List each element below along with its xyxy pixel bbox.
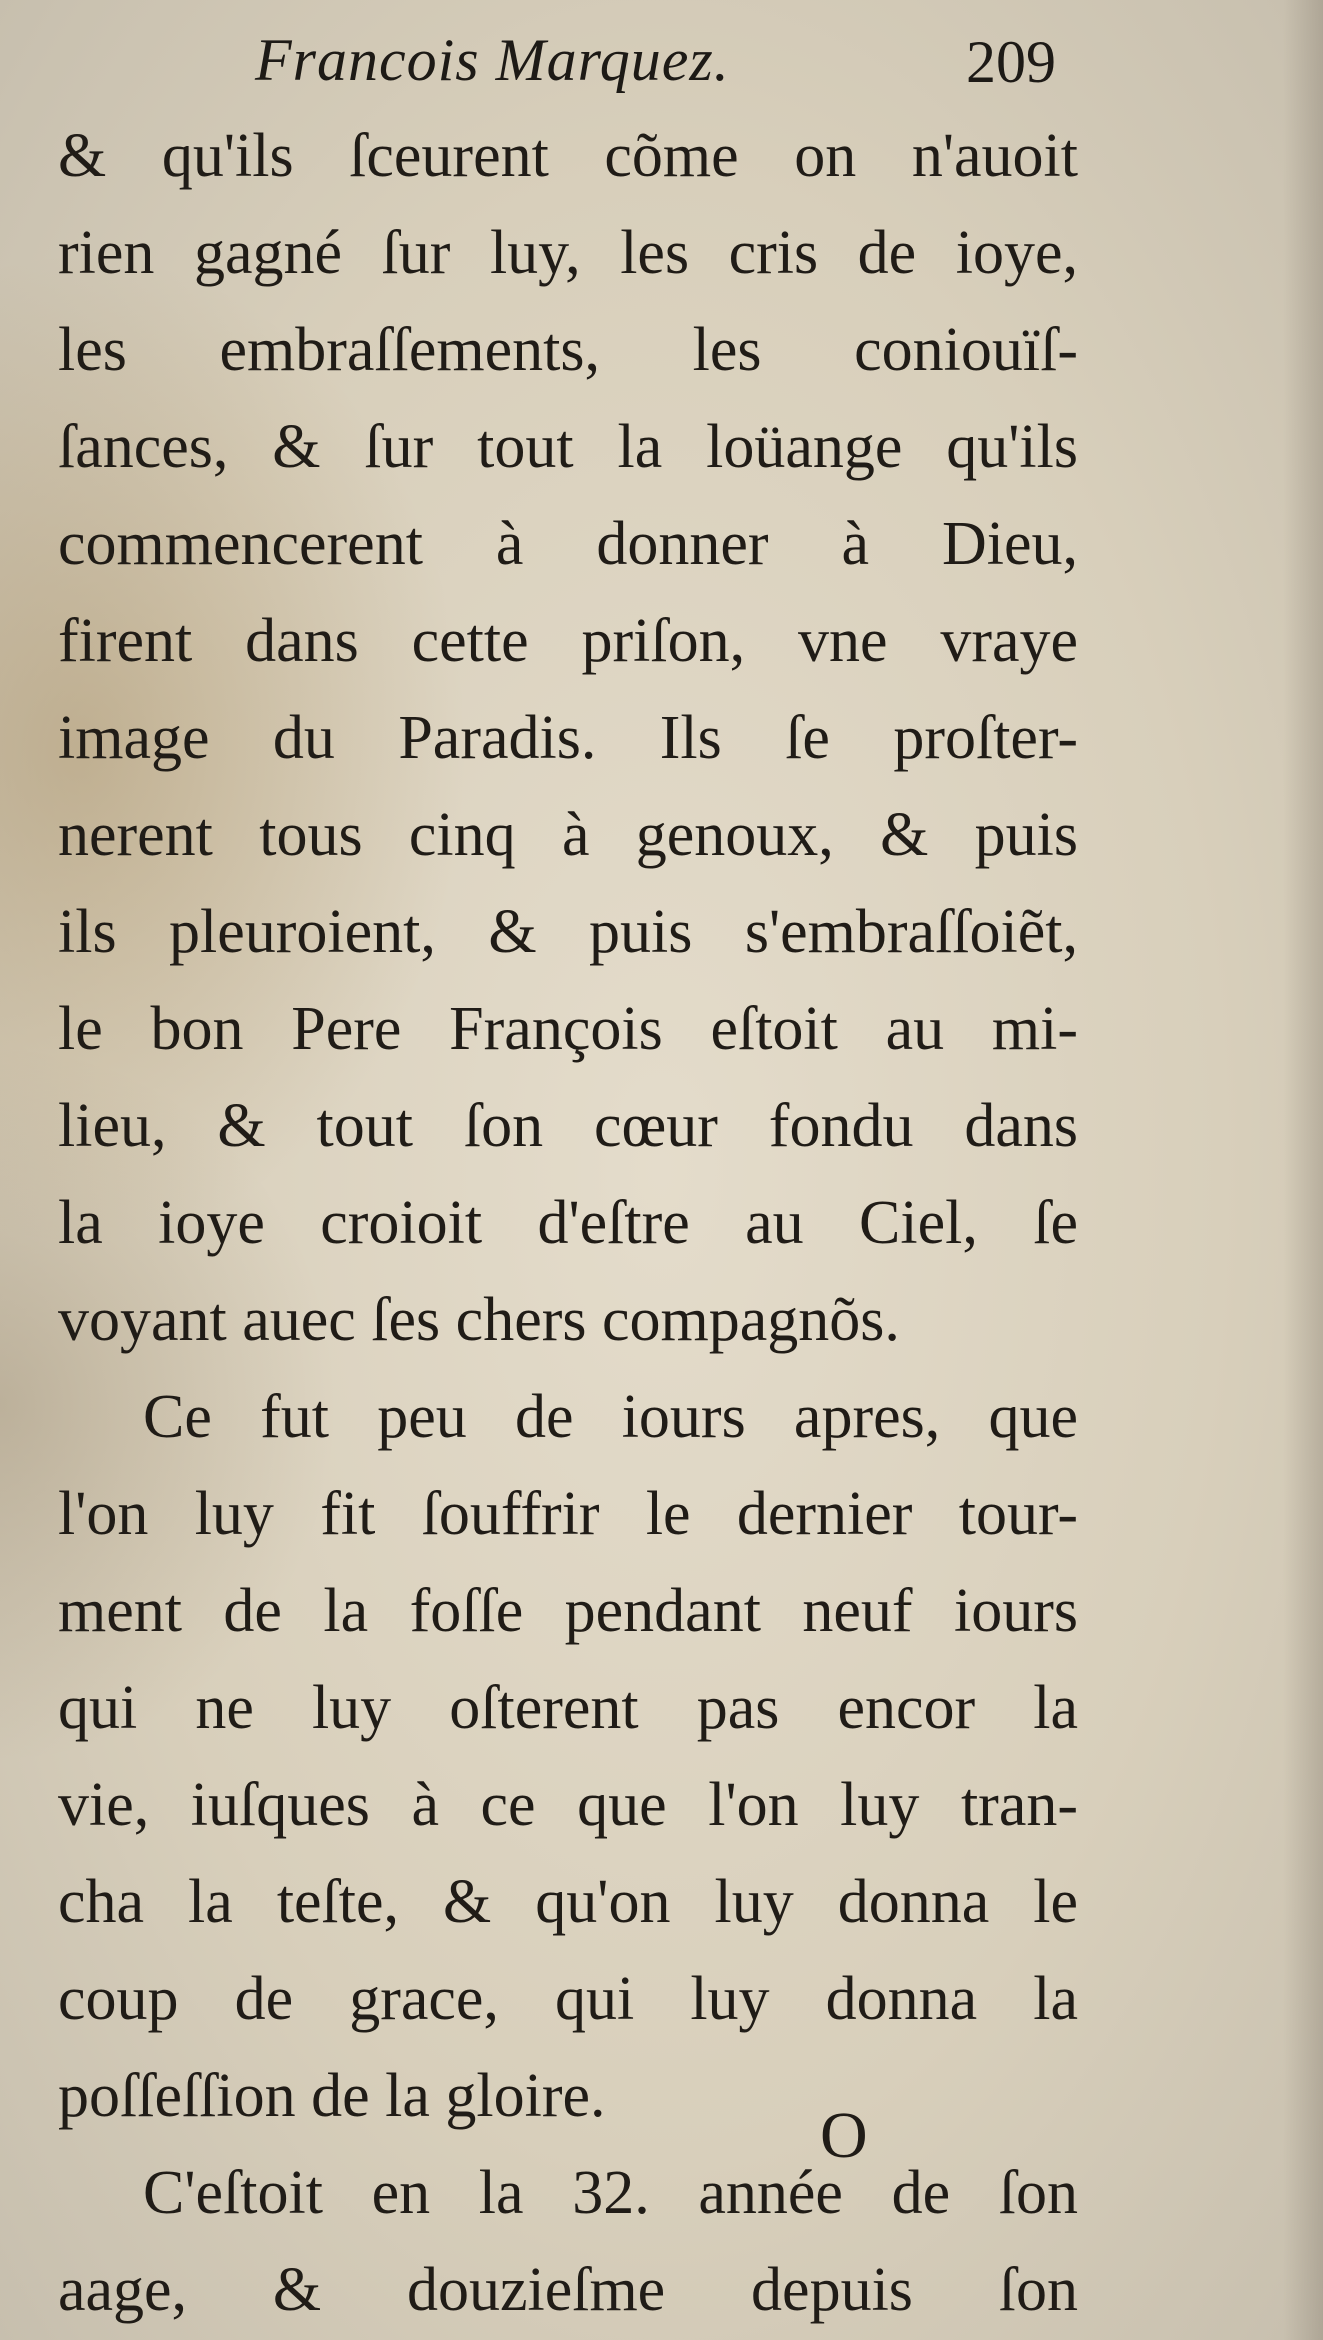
- text-line: nerent tous cinq à genoux, & puis: [58, 801, 1078, 869]
- text-line: cha la teſte, & qu'on luy donna le: [58, 1868, 1078, 1936]
- text-line: rien gagné ſur luy, les cris de ioye,: [58, 219, 1078, 287]
- text-line: l'on luy fit ſouffrir le dernier tour-: [58, 1480, 1078, 1548]
- signature-mark: O: [820, 2099, 868, 2172]
- text-line: ils pleuroient, & puis s'embraſſoiẽt,: [58, 898, 1078, 966]
- text-line: lieu, & tout ſon cœur fondu dans: [58, 1092, 1078, 1160]
- text-line: qui ne luy oſterent pas encor la: [58, 1674, 1078, 1742]
- text-line: aage, & douzieſme depuis ſon: [58, 2256, 1078, 2324]
- text-line: voyant auec ſes chers compagnõs.: [58, 1286, 900, 1354]
- text-line: commencerent à donner à Dieu,: [58, 510, 1078, 578]
- text-line: les embraſſements, les coniouïſ-: [58, 316, 1078, 384]
- text-line: firent dans cette priſon, vne vraye: [58, 607, 1078, 675]
- text-line: image du Paradis. Ils ſe proſter-: [58, 704, 1078, 772]
- text-line: la ioye croioit d'eſtre au Ciel, ſe: [58, 1189, 1078, 1257]
- text-line: coup de grace, qui luy donna la: [58, 1965, 1078, 2033]
- body-text: [58, 108, 1078, 2339]
- text-line: le bon Pere François eſtoit au mi-: [58, 995, 1078, 1063]
- text-line: & qu'ils ſceurent cõme on n'auoit: [58, 122, 1078, 190]
- text-line: poſſeſſion de la gloire.: [58, 2062, 606, 2130]
- text-line: vie, iuſques à ce que l'on luy tran-: [58, 1771, 1078, 1839]
- text-line: ſances, & ſur tout la loüange qu'ils: [58, 413, 1078, 481]
- text-line: Ce fut peu de iours apres, que: [143, 1383, 1078, 1451]
- text-line: C'eſtoit en la 32. année de ſon: [143, 2159, 1078, 2227]
- running-head: Francois Marquez.: [255, 27, 730, 93]
- page-number: 209: [966, 29, 1056, 95]
- text-line: ment de la foſſe pendant neuf iours: [58, 1577, 1078, 1645]
- page-header: [0, 26, 1323, 116]
